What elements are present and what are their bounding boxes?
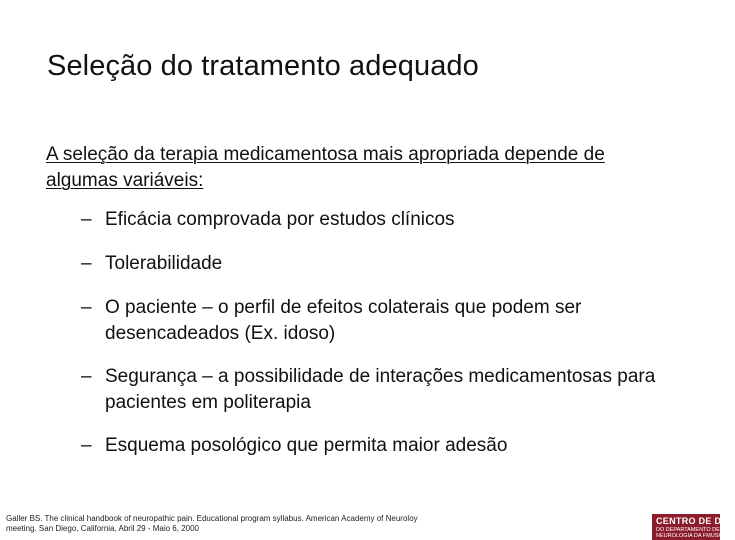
- dash-marker: –: [81, 435, 92, 456]
- bullet-text: O paciente – o perfil de efeitos colaterais que podem ser desencadeados (Ex. idoso): [105, 297, 582, 344]
- slide-title: Seleção do tratamento adequado: [47, 50, 479, 82]
- institution-logo: [652, 514, 735, 540]
- dash-marker: –: [81, 366, 92, 387]
- dash-marker: –: [81, 209, 92, 230]
- bullet-item: [81, 433, 681, 459]
- bullet-item: [81, 295, 681, 347]
- citation-text: Galler BS. The clinical handbook of neuropathic pain. Educational program syllabus. American Academy of Neuroloy meeting. San Diego, California, Abril 29 - Maio 6, 2000: [6, 514, 418, 533]
- bullet-item: [81, 207, 681, 233]
- bullet-text: Segurança – a possibilidade de interações medicamentosas para pacientes em politerapia: [105, 366, 656, 413]
- logo-line-1: CENTRO DE DOR: [656, 516, 735, 526]
- bullet-item: [81, 364, 681, 416]
- logo-line-2: DO DEPARTAMENTO DE: [656, 527, 720, 533]
- bullet-item: [81, 251, 681, 277]
- bullet-text: Eficácia comprovada por estudos clínicos: [105, 209, 455, 230]
- bullet-text: Esquema posológico que permita maior adesão: [105, 435, 508, 456]
- logo-line-3: NEUROLOGIA DA FMUSP: [656, 533, 723, 539]
- bullet-text: Tolerabilidade: [105, 253, 223, 274]
- dash-marker: –: [81, 253, 92, 274]
- intro-text: A seleção da terapia medicamentosa mais apropriada depende de algumas variáveis:: [46, 144, 605, 191]
- dash-marker: –: [81, 297, 92, 318]
